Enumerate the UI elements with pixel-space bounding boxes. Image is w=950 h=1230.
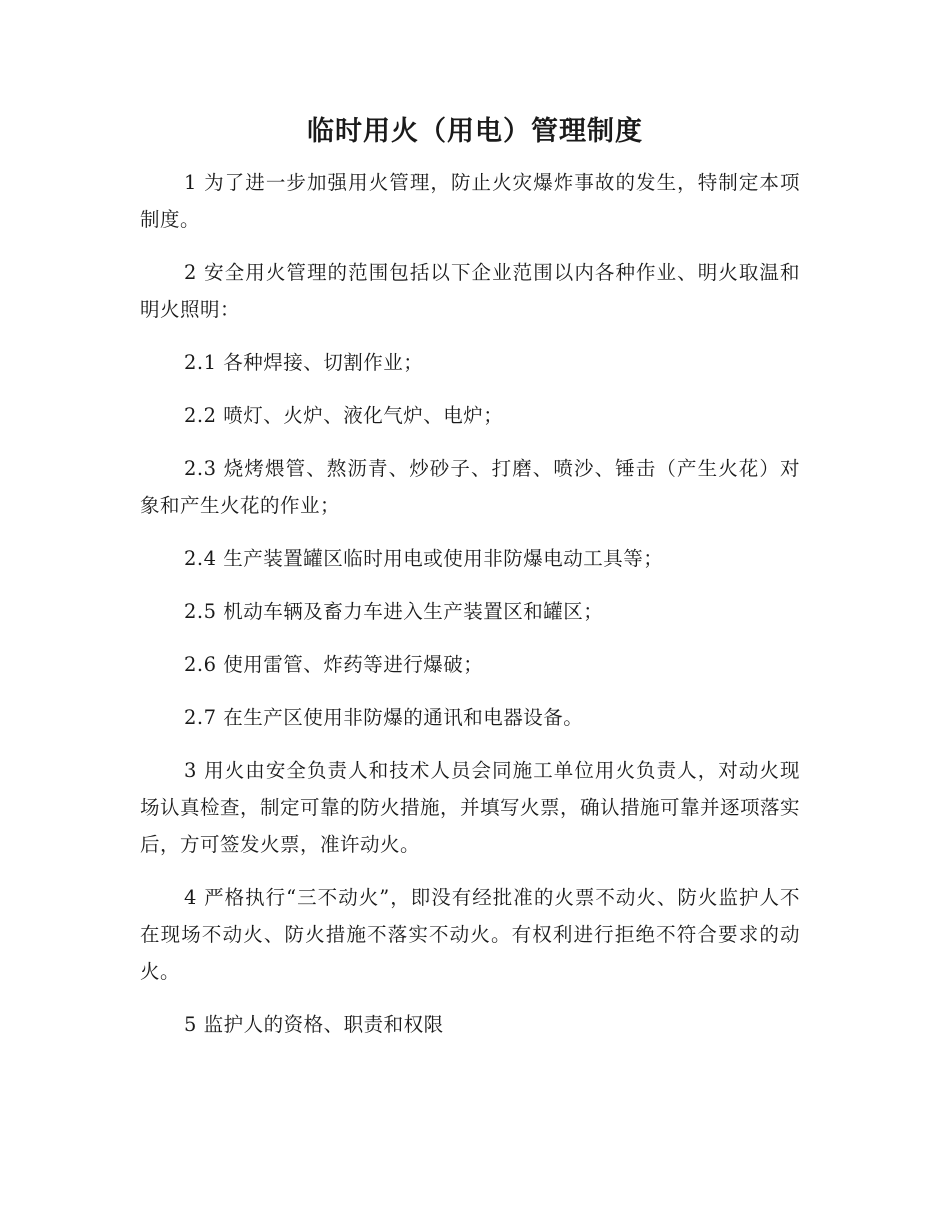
paragraph-2-1: 2.1 各种焊接、切割作业；	[184, 351, 424, 374]
document-body	[140, 164, 800, 1059]
paragraph-2-7: 2.7 在生产区使用非防爆的通讯和电器设备。	[184, 706, 584, 729]
paragraph-2-2: 2.2 喷灯、火炉、液化气炉、电炉；	[184, 404, 504, 427]
paragraph-2-6: 2.6 使用雷管、炸药等进行爆破；	[184, 653, 484, 676]
paragraph-2-4: 2.4 生产装置罐区临时用电或使用非防爆电动工具等；	[184, 547, 664, 570]
document-title: 临时用火（用电）管理制度	[307, 116, 643, 147]
paragraph-2-3: 2.3 烧烤煨管、熬沥青、炒砂子、打磨、喷沙、锤击（产生火花）对象和产生火花的作业；	[140, 457, 800, 517]
paragraph-5: 5 监护人的资格、职责和权限	[184, 1013, 444, 1036]
paragraph-4: 4 严格执行“三不动火”，即没有经批准的火票不动火、防火监护人不在现场不动火、防火措施不落实不动火。有权利进行拒绝不符合要求的动火。	[140, 886, 800, 983]
paragraph-3: 3 用火由安全负责人和技术人员会同施工单位用火负责人，对动火现场认真检查，制定可靠的防火措施，并填写火票，确认措施可靠并逐项落实后，方可签发火票，准许动火。	[140, 759, 801, 856]
paragraph-2: 2 安全用火管理的范围包括以下企业范围以内各种作业、明火取温和明火照明：	[140, 261, 800, 321]
paragraph-1: 1 为了进一步加强用火管理，防止火灾爆炸事故的发生，特制定本项制度。	[140, 171, 800, 231]
paragraph-2-5: 2.5 机动车辆及畜力车进入生产装置区和罐区；	[184, 600, 604, 623]
